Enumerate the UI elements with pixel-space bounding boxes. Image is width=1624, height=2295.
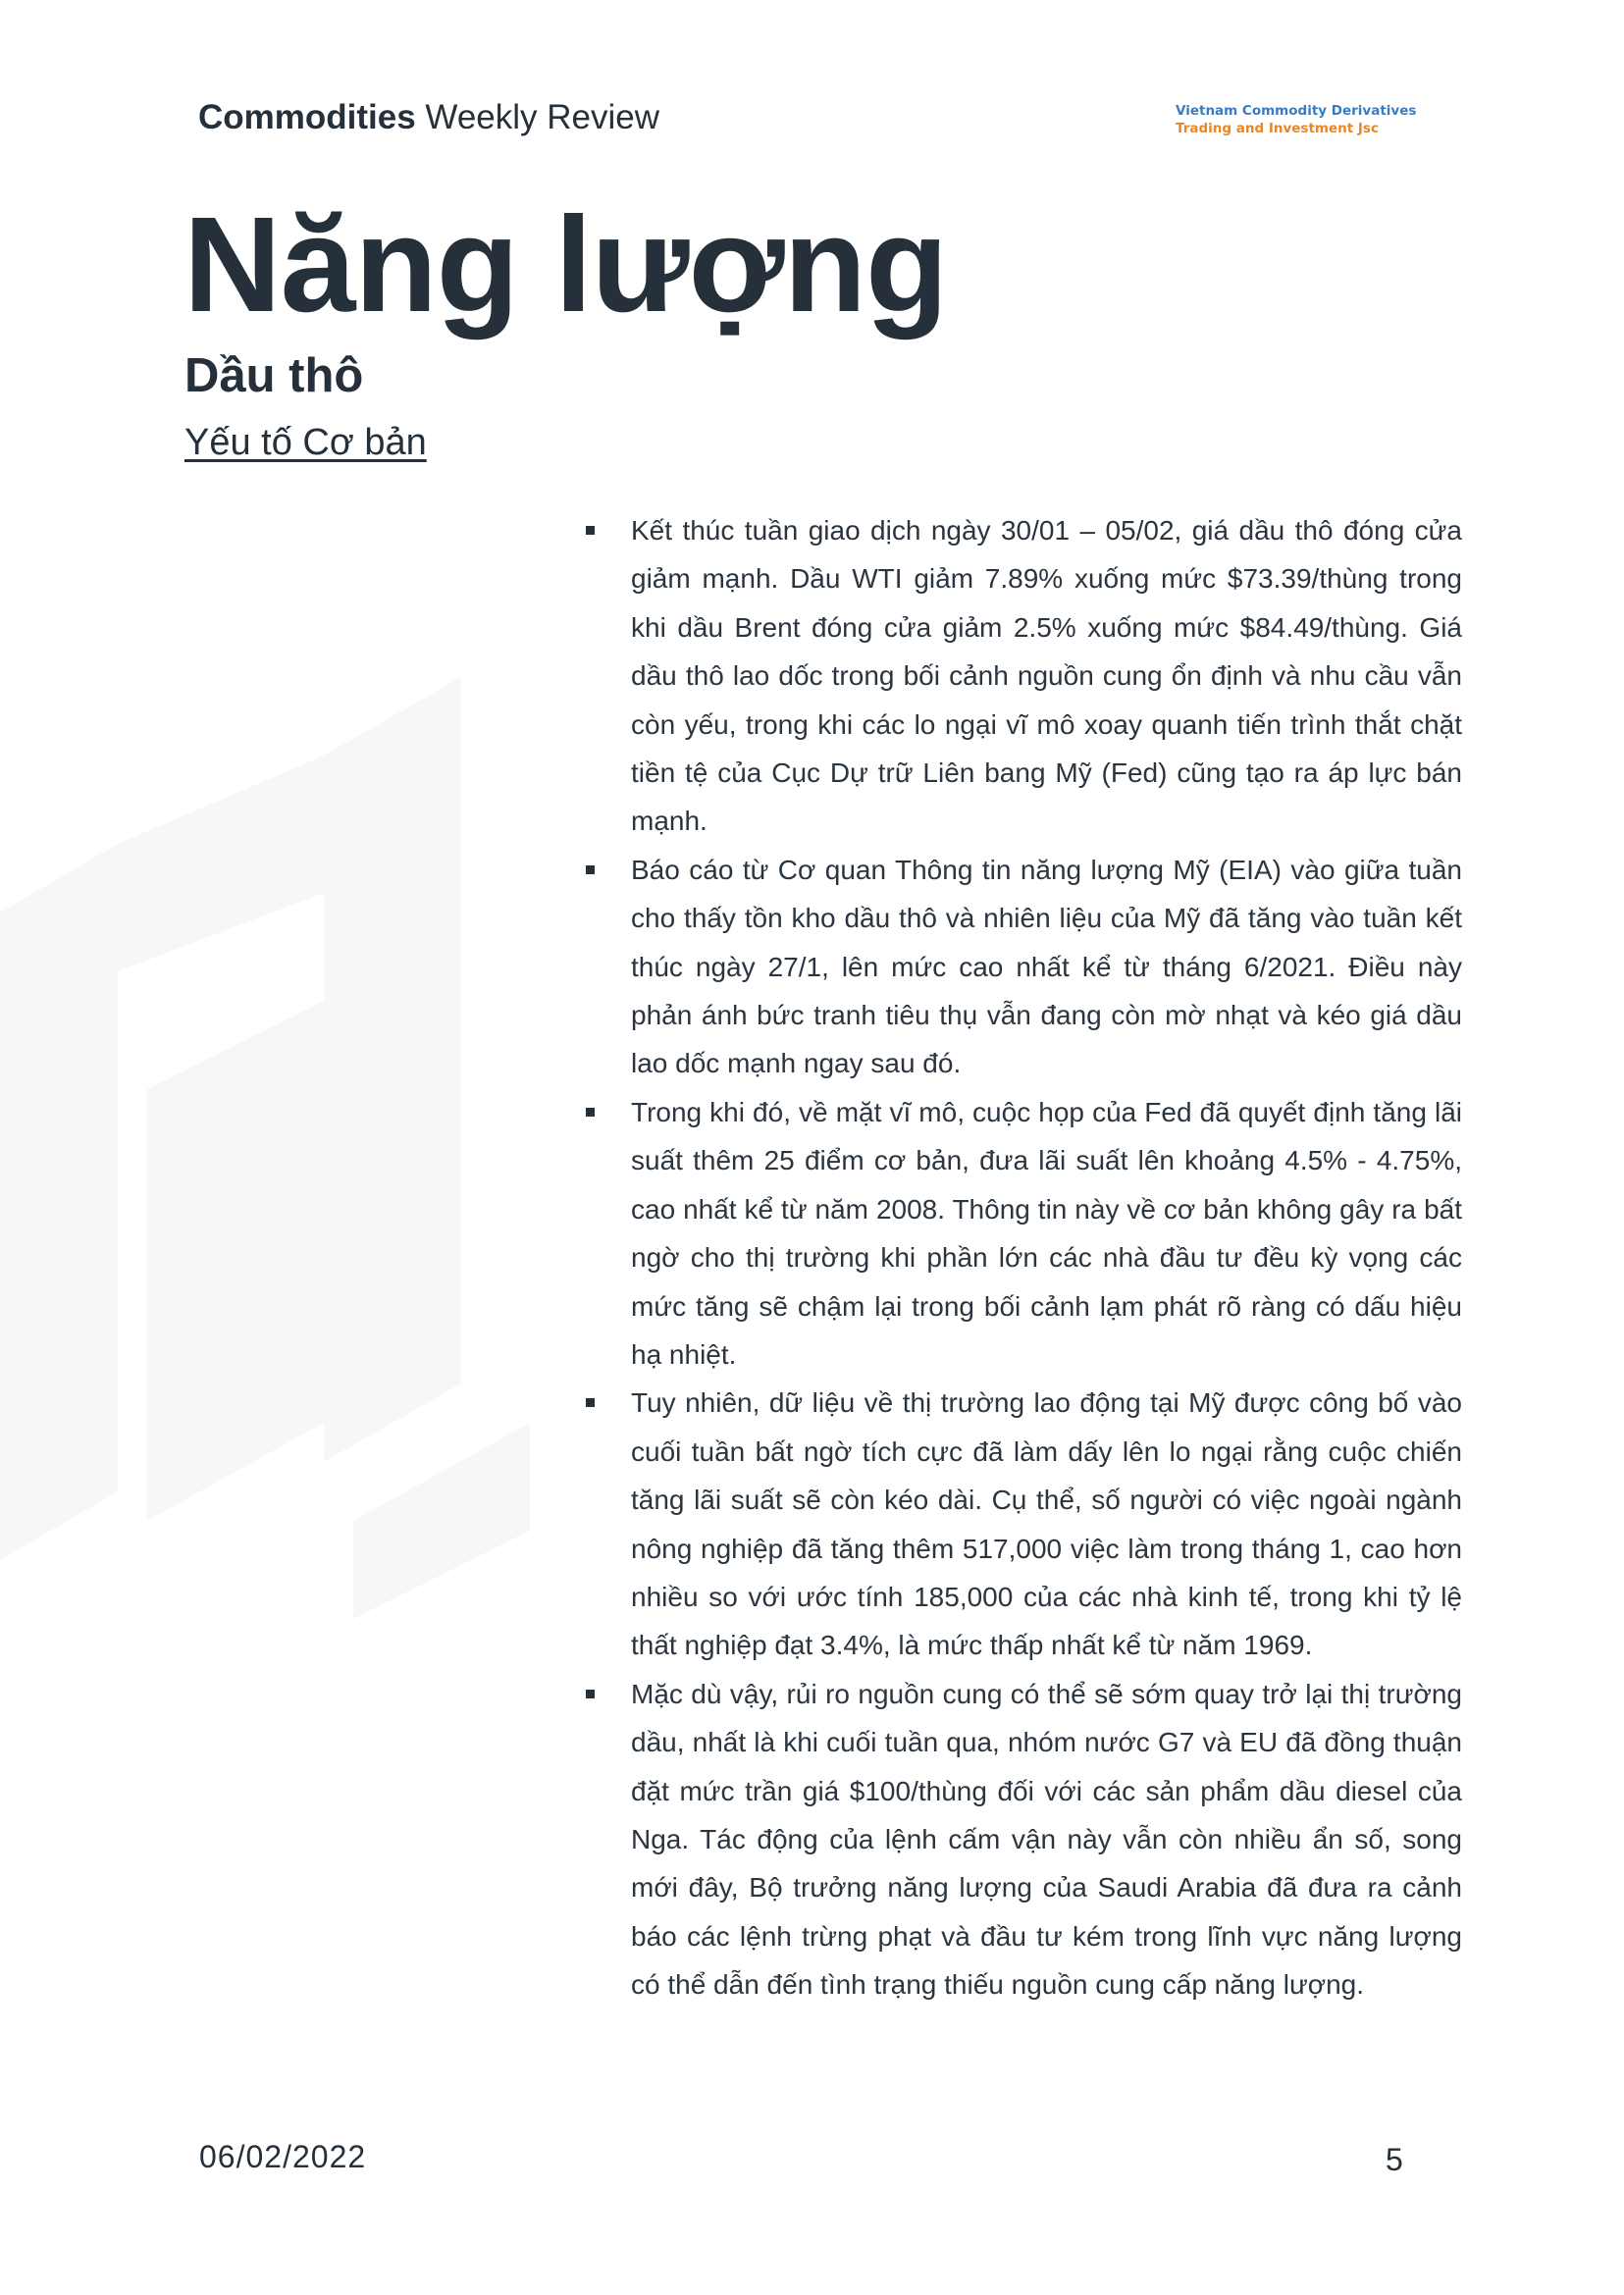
bullet-item [584, 1670, 1462, 2009]
bullet-text: Báo cáo từ Cơ quan Thông tin năng lượng Mỹ (EIA) vào giữa tuần cho thấy tồn kho dầu thô và nhiên liệu của Mỹ đã tăng vào tuần kết thúc ngày 27/1, lên mức cao nhất kể từ tháng 6/2021. Điều này phản ánh bức tranh tiêu thụ vẫn đang còn mờ nhạt và kéo giá dầu lao dốc mạnh ngay sau đó. [631, 854, 1462, 1079]
page-title: Năng lượng [183, 189, 948, 340]
square-bullet-icon [586, 1108, 595, 1117]
page-number: 5 [1386, 2142, 1403, 2177]
square-bullet-icon [586, 865, 595, 874]
bullet-text: Kết thúc tuần giao dịch ngày 30/01 – 05/02, giá dầu thô đóng cửa giảm mạnh. Dầu WTI giảm 7.89% xuống mức $73.39/thùng trong khi dầu Brent đóng cửa giảm 2.5% xuống mức $84.49/thùng. Giá dầu thô lao dốc trong bối cảnh nguồn cung ổn định và nhu cầu vẫn còn yếu, trong khi các lo ngại vĩ mô xoay quanh tiến trình thắt chặt tiền tệ của Cục Dự trữ Liên bang Mỹ (Fed) cũng tạo ra áp lực bán mạnh. [631, 515, 1462, 837]
bullet-text: Tuy nhiên, dữ liệu về thị trường lao động tại Mỹ được công bố vào cuối tuần bất ngờ tích cực đã làm dấy lên lo ngại rằng cuộc chiến tăng lãi suất sẽ còn kéo dài. Cụ thể, số người có việc ngoài ngành nông nghiệp đã tăng thêm 517,000 việc làm trong tháng 1, cao hơn nhiều so với ước tính 185,000 của các nhà kinh tế, trong khi tỷ lệ thất nghiệp đạt 3.4%, là mức thấp nhất kể từ năm 1969. [631, 1387, 1462, 1661]
company-logo [1176, 102, 1431, 137]
square-bullet-icon [586, 1690, 595, 1698]
bullet-text: Mặc dù vậy, rủi ro nguồn cung có thể sẽ sớm quay trở lại thị trường dầu, nhất là khi cuối tuần qua, nhóm nước G7 và EU đã đồng thuận đặt mức trần giá $100/thùng đối với các sản phẩm dầu diesel của Nga. Tác động của lệnh cấm vận này vẫn còn nhiều ẩn số, song mới đây, Bộ trưởng năng lượng của Saudi Arabia đã đưa ra cảnh báo các lệnh trừng phạt và đầu tư kém trong lĩnh vực năng lượng có thể dẫn đến tình trạng thiếu nguồn cung cấp năng lượng. [631, 1678, 1462, 2001]
logo-line-2: Trading and Investment Jsc [1176, 121, 1379, 136]
logo-line-1: Vietnam Commodity Derivatives [1176, 103, 1417, 119]
bullet-item [584, 846, 1462, 1088]
square-bullet-icon [586, 526, 595, 535]
report-header-title [198, 98, 659, 137]
footer-date: 06/02/2022 [199, 2139, 367, 2174]
square-bullet-icon [586, 1398, 595, 1407]
brand-bold-text: Commodities [198, 98, 416, 136]
subsection-link[interactable]: Yếu tố Cơ bản [184, 422, 427, 463]
bullet-item [584, 1088, 1462, 1379]
bullet-item [584, 1379, 1462, 1669]
bullet-list [584, 506, 1462, 2009]
bullet-item [584, 506, 1462, 846]
brand-rest-text: Weekly Review [415, 98, 660, 136]
section-title: Dầu thô [184, 349, 364, 402]
bullet-text: Trong khi đó, về mặt vĩ mô, cuộc họp của Fed đã quyết định tăng lãi suất thêm 25 điểm cơ bản, đưa lãi suất lên khoảng 4.5% - 4.75%, cao nhất kể từ năm 2008. Thông tin này về cơ bản không gây ra bất ngờ cho thị trường khi phần lớn các nhà đầu tư đều kỳ vọng các mức tăng sẽ chậm lại trong bối cảnh lạm phát rõ ràng có dấu hiệu hạ nhiệt. [631, 1096, 1462, 1370]
